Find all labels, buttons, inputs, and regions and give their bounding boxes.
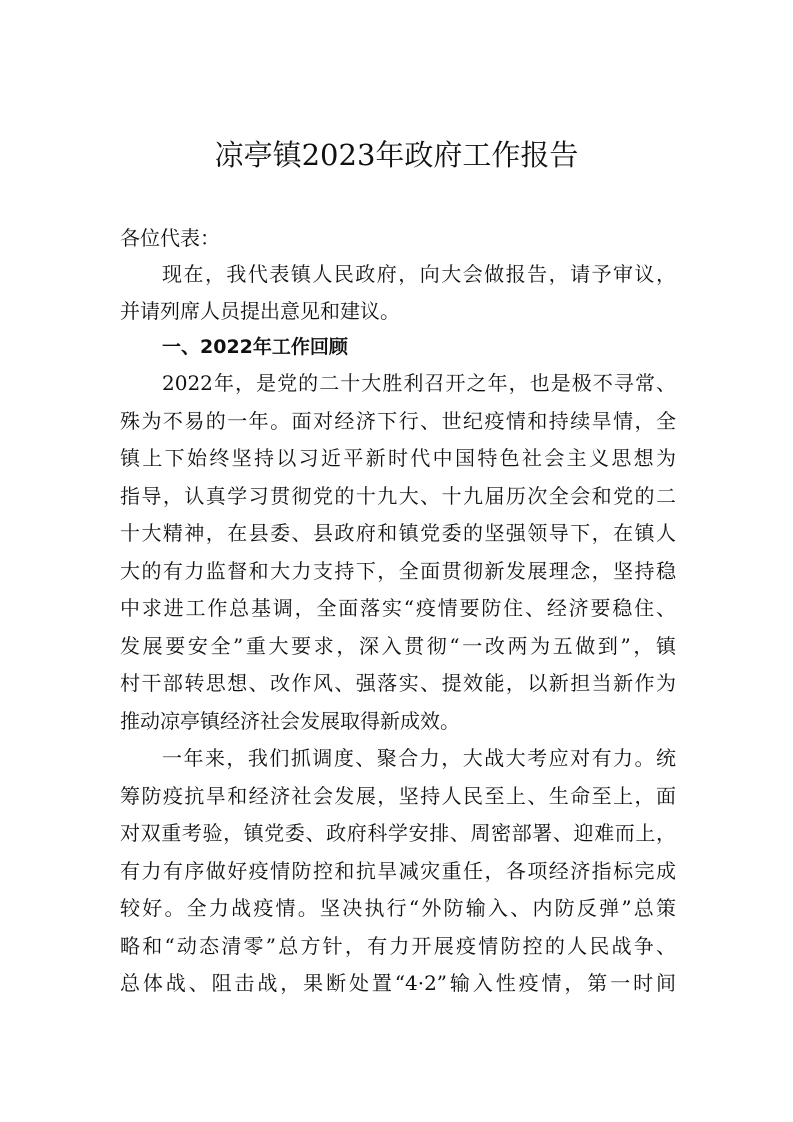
paragraph-line: 一年来，我们抓调度、聚合力，大战大考应对有力。统	[162, 746, 676, 770]
document-title: 凉亭镇2023年政府工作报告	[214, 138, 579, 172]
paragraph-line: 大的有力监督和大力支持下，全面贯彻新发展理念，坚持稳	[120, 558, 676, 583]
intro-line: 现在，我代表镇人民政府，向大会做报告，请予审议，	[162, 262, 676, 286]
section-heading: 一、2022年工作回顾	[162, 336, 348, 358]
paragraph-line: 2022年，是党的二十大胜利召开之年，也是极不寻常、	[162, 371, 676, 395]
paragraph-line: 十大精神，在县委、县政府和镇党委的坚强领导下，在镇人	[120, 521, 676, 545]
paragraph-line: 推动凉亭镇经济社会发展取得新成效。	[120, 708, 460, 733]
paragraph-line: 略和“动态清零”总方针，有力开展疫情防控的人民战争、	[120, 933, 676, 958]
paragraph-line: 村干部转思想、改作风、强落实、提效能，以新担当新作为	[120, 671, 676, 695]
paragraph-line: 筹防疫抗旱和经济社会发展，坚持人民至上、生命至上，面	[120, 783, 676, 808]
paragraph-line: 总体战、阻击战，果断处置“4·2”输入性疫情，第一时间	[120, 971, 676, 995]
paragraph-line: 较好。全力战疫情。坚决执行“外防输入、内防反弹”总策	[120, 896, 676, 920]
intro-line: 并请列席人员提出意见和建议。	[120, 299, 400, 323]
paragraph-line: 指导，认真学习贯彻党的十九大、十九届历次全会和党的二	[120, 483, 676, 508]
paragraph-line: 有力有序做好疫情防控和抗旱减灾重任，各项经济指标完成	[120, 858, 676, 883]
paragraph-line: 中求进工作总基调，全面落实“疫情要防住、经济要稳住、	[120, 596, 676, 620]
paragraph-line: 殊为不易的一年。面对经济下行、世纪疫情和持续旱情，全	[120, 408, 676, 433]
paragraph-line: 镇上下始终坚持以习近平新时代中国特色社会主义思想为	[120, 446, 676, 470]
paragraph-line: 对双重考验，镇党委、政府科学安排、周密部署、迎难而上，	[120, 821, 676, 845]
paragraph-line: 发展要安全”重大要求，深入贯彻“一改两为五做到”，镇	[120, 633, 676, 658]
salutation: 各位代表：	[120, 226, 220, 250]
